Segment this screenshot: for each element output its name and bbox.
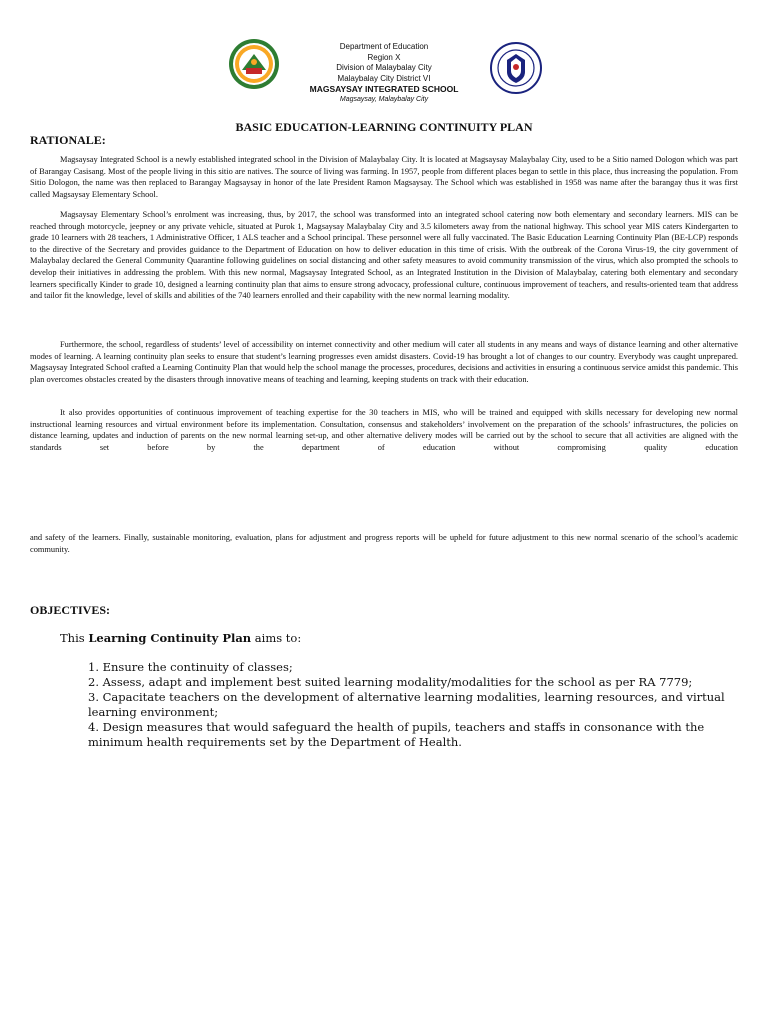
school-name: MAGSAYSAY INTEGRATED SCHOOL xyxy=(309,84,459,94)
objective-item: 1. Ensure the continuity of classes; xyxy=(88,660,293,674)
objective-item: 2. Assess, adapt and implement best suited learning modality/modalities for the school as per RA 7779; xyxy=(88,675,693,689)
rationale-heading: RATIONALE: xyxy=(30,133,106,147)
deped-seal-icon xyxy=(490,42,542,94)
objectives-list xyxy=(88,660,738,750)
letterhead-text xyxy=(300,42,468,105)
paragraph-text: and safety of the learners. Finally, sustainable monitoring, evaluation, plans for adjustment and progress reports will be upheld for future adjustment to this new normal scenario of the school’s academic community. xyxy=(30,533,738,554)
objectives-heading: OBJECTIVES: xyxy=(30,603,111,617)
rationale-paragraph-4 xyxy=(30,407,738,453)
intro-suffix: aims to: xyxy=(251,631,302,645)
district-line: Malaybalay City District VI xyxy=(337,73,431,83)
rationale-paragraph-2 xyxy=(30,209,738,302)
paragraph-text: Magsaysay Integrated School is a newly established integrated school in the Division of Malaybalay City. It is located at Magsaysay Malaybalay City, used to be a Sitio named Dologon which was part of Barangay Casisang. Most of the people living in this sitio are natives. The source of living was farming. In 1957, people from different places began to settle in this place, thus increasing the population. From Sitio Dologon, the name was then replaced to Barangay Magsaysay in honor of the late President Ramon Magsaysay. The School which was established in 1958 was name after the barangay thus it was first called Magsaysay Elementary School. xyxy=(30,155,738,199)
department-line: Department of Education xyxy=(339,42,429,51)
rationale-paragraph-5 xyxy=(30,532,738,555)
rationale-paragraph-1 xyxy=(30,154,738,200)
division-line: Division of Malaybalay City xyxy=(336,63,432,72)
intro-prefix: This xyxy=(60,631,89,645)
objectives-intro xyxy=(60,631,301,645)
paragraph-text: It also provides opportunities of continuous improvement of teaching expertise for the 30 teachers in MIS, who will be trained and equipped with skills necessary for developing new normal instructional learning resources and virtual environment before its implementation. Consultation, consensus and stakeholders’ involvement on the preparation of the schools’ infrastructures, the policies on distance learning, updates and induction of parents on the new normal learning set-up, and other alternative delivery modes will be carried out by the school to secure that all activities are aligned with the standards set before by the department of education without compromising quality education xyxy=(30,408,738,452)
rationale-paragraph-3 xyxy=(30,339,738,385)
paragraph-text: Magsaysay Elementary School’s enrolment was increasing, thus, by 2017, the school was transformed into an integrated school catering now both elementary and secondary learners. MIS can be reached through motorcycle, jeepney or any private vehicle, situated at Purok 1, Magsaysay Malaybalay City and 3.5 kilometers away from the national highway. This school year MIS caters Kindergarten to grade 10 learners with 28 teachers, 1 Administrative Officer, 1 ALS teacher and a School principal. These personnel were all fully vaccinated. The Basic Education Learning Continuity Plan (BE-LCP) responds to the directive of the Secretary and provides guidance to the Department of Education on how to deliver education in this time of crisis. With the outbreak of the Corona Virus-19, the city government of Malaybalay declared the General Community Quarantine following guidelines on social distancing and other safety measures to avoid community transmission of the virus, which also prompted the schools to develop their initiatives in addressing the problem. With this new normal, Magsaysay Integrated School, as an Integrated Institution in the Division of Malaybalay, catering both elementary and secondary learners specifically Kinder to grade 10, designed a learning continuity plan that aims to ensure strong advocacy, professional culture, continuous improvement of teachers, and results-oriented team that address and tailor fit the knowledge, level of skills and abilities of the 740 learners enrolled and their capability with the new normal learning modality. xyxy=(30,210,738,301)
school-seal-icon xyxy=(228,38,280,90)
letterhead xyxy=(0,38,768,114)
document-title: BASIC EDUCATION-LEARNING CONTINUITY PLAN xyxy=(235,120,533,134)
region-line: Region X xyxy=(367,52,401,62)
paragraph-text: Furthermore, the school, regardless of students’ level of accessibility on internet connectivity and other medium will cater all students in any means and ways of distance learning and other alternative modes of learning. A learning continuity plan seeks to ensure that student’s learning progresses even amidst disasters. Covid-19 has brought a lot of changes to our country. Everybody was caught unprepared. Magsaysay Integrated School crafted a Learning Continuity Plan that would help the school manage the processes, procedures, decisions and activities in ensuring a continuous service amidst this pandemic. This plan overcomes obstacles created by the disasters through innovative means of teaching and learning, keeping students on track with their education. xyxy=(30,340,738,384)
objective-item: 3. Capacitate teachers on the development of alternative learning modalities, learning resources, and virtual learning environment; xyxy=(88,690,725,719)
objective-item: 4. Design measures that would safeguard the health of pupils, teachers and staffs in consonance with the minimum health requirements set by the Department of Health. xyxy=(88,720,705,749)
intro-bold: Learning Continuity Plan xyxy=(88,631,252,645)
school-address: Magsaysay, Malaybalay City xyxy=(339,95,429,103)
